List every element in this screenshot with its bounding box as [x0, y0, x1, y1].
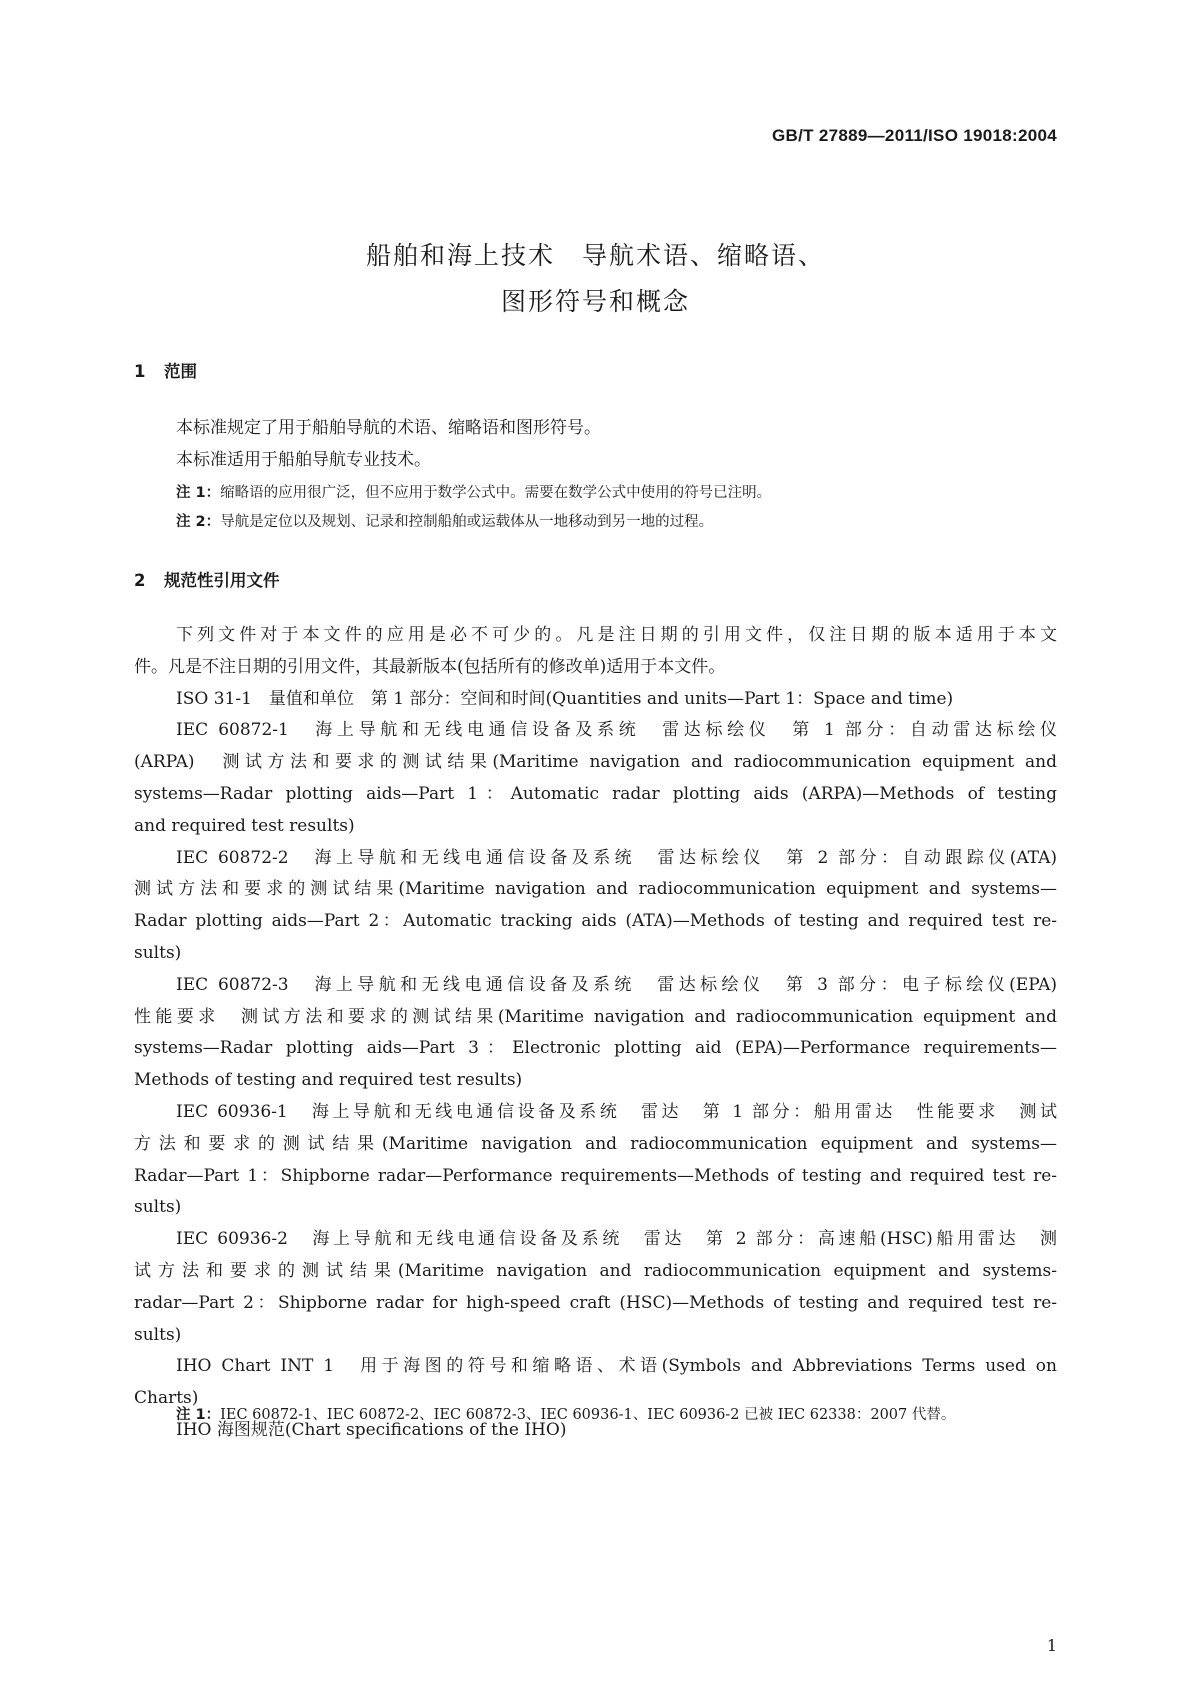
reference-line: systems—Radar plotting aids—Part 3：Electronic plotting aid (EPA)—Performance requirements—	[134, 1038, 1057, 1059]
reference-line: 试方法和要求的测试结果(Maritime navigation and radiocommunication equipment and systems-	[134, 1260, 1057, 1281]
reference-line: IEC 60872-2 海上导航和无线电通信设备及系统 雷达标绘仪 第 2 部分：自动跟踪仪(ATA)	[176, 847, 1057, 868]
document-title-line-1: 船舶和海上技术 导航术语、缩略语、	[365, 241, 825, 270]
reference-line: ISO 31-1 量值和单位 第 1 部分：空间和时间(Quantities and units—Part 1：Space and time)	[176, 688, 954, 709]
paragraph-line: 本标准适用于船舶导航专业技术。	[176, 449, 431, 470]
note-label: 注 1：	[176, 1407, 221, 1423]
reference-line: radar—Part 2：Shipborne radar for high-speed craft (HSC)—Methods of testing and required test re-	[134, 1292, 1057, 1313]
section-number: 1	[134, 362, 146, 381]
section-number: 2	[134, 571, 146, 590]
reference-line: 测试方法和要求的测试结果(Maritime navigation and radiocommunication equipment and systems—	[134, 879, 1057, 900]
reference-line: sults)	[134, 1197, 182, 1218]
reference-line: sults)	[134, 1324, 182, 1345]
note-text: IEC 60872-1、IEC 60872-2、IEC 60872-3、IEC 60936-1、IEC 60936-2 已被 IEC 62338：2007 代替。	[220, 1407, 956, 1423]
section-2-body	[134, 620, 1057, 1447]
section-2-heading	[134, 567, 280, 591]
reference-note	[176, 1403, 955, 1424]
note-2	[176, 510, 713, 531]
reference-line: IEC 60872-1 海上导航和无线电通信设备及系统 雷达标绘仪 第 1 部分：自动雷达标绘仪	[176, 720, 1057, 741]
reference-line: IEC 60936-1 海上导航和无线电通信设备及系统 雷达 第 1 部分：船用雷达 性能要求 测试	[176, 1101, 1057, 1122]
intro-line: 件。凡是不注日期的引用文件，其最新版本(包括所有的修改单)适用于本文件。	[134, 656, 726, 677]
paragraph-line: 本标准规定了用于船舶导航的术语、缩略语和图形符号。	[176, 418, 601, 438]
reference-line: Radar—Part 1：Shipborne radar—Performance requirements—Methods of testing and required test re-	[134, 1165, 1057, 1186]
reference-line: IEC 60872-3 海上导航和无线电通信设备及系统 雷达标绘仪 第 3 部分：电子标绘仪(EPA)	[176, 974, 1057, 995]
page-number: 1	[1046, 1636, 1057, 1655]
reference-line: IHO Chart INT 1 用于海图的符号和缩略语、术语(Symbols and Abbreviations Terms used on	[176, 1356, 1057, 1377]
section-title: 规范性引用文件	[164, 571, 280, 590]
section-1-paragraph	[134, 413, 1057, 477]
section-1-heading	[134, 358, 197, 382]
reference-line: 方法和要求的测试结果(Maritime navigation and radiocommunication equipment and systems—	[134, 1133, 1057, 1154]
reference-line: systems—Radar plotting aids—Part 1：Automatic radar plotting aids (ARPA)—Methods of testing	[134, 783, 1057, 804]
note-label: 注 1：	[176, 485, 221, 501]
reference-line: sults)	[134, 942, 182, 963]
note-label: 注 2：	[176, 514, 221, 530]
reference-line: (ARPA) 测试方法和要求的测试结果(Maritime navigation and radiocommunication equipment and	[134, 752, 1057, 773]
note-text: 缩略语的应用很广泛，但不应用于数学公式中。需要在数学公式中使用的符号已注明。	[220, 485, 772, 501]
document-title-line-2: 图形符号和概念	[500, 287, 690, 316]
standard-code: GB/T 27889—2011/ISO 19018:2004	[772, 126, 1057, 145]
reference-line: IHO 海图规范(Chart specifications of the IHO)	[176, 1419, 567, 1440]
reference-line: IEC 60936-2 海上导航和无线电通信设备及系统 雷达 第 2 部分：高速船(HSC)船用雷达 测	[176, 1229, 1057, 1250]
reference-line: Methods of testing and required test results)	[134, 1070, 523, 1091]
section-title: 范围	[164, 362, 197, 381]
reference-line: 性能要求 测试方法和要求的测试结果(Maritime navigation and radiocommunication equipment and	[134, 1006, 1057, 1027]
reference-line: and required test results)	[134, 815, 355, 836]
note-text: 导航是定位以及规划、记录和控制船舶或运载体从一地移动到另一地的过程。	[220, 514, 714, 530]
reference-line: Radar plotting aids—Part 2：Automatic tracking aids (ATA)—Methods of testing and required test re-	[134, 911, 1057, 932]
note-1	[176, 481, 771, 502]
intro-line: 下列文件对于本文件的应用是必不可少的。凡是注日期的引用文件，仅注日期的版本适用于本文	[176, 625, 1057, 645]
reference-line: Charts)	[134, 1388, 199, 1409]
